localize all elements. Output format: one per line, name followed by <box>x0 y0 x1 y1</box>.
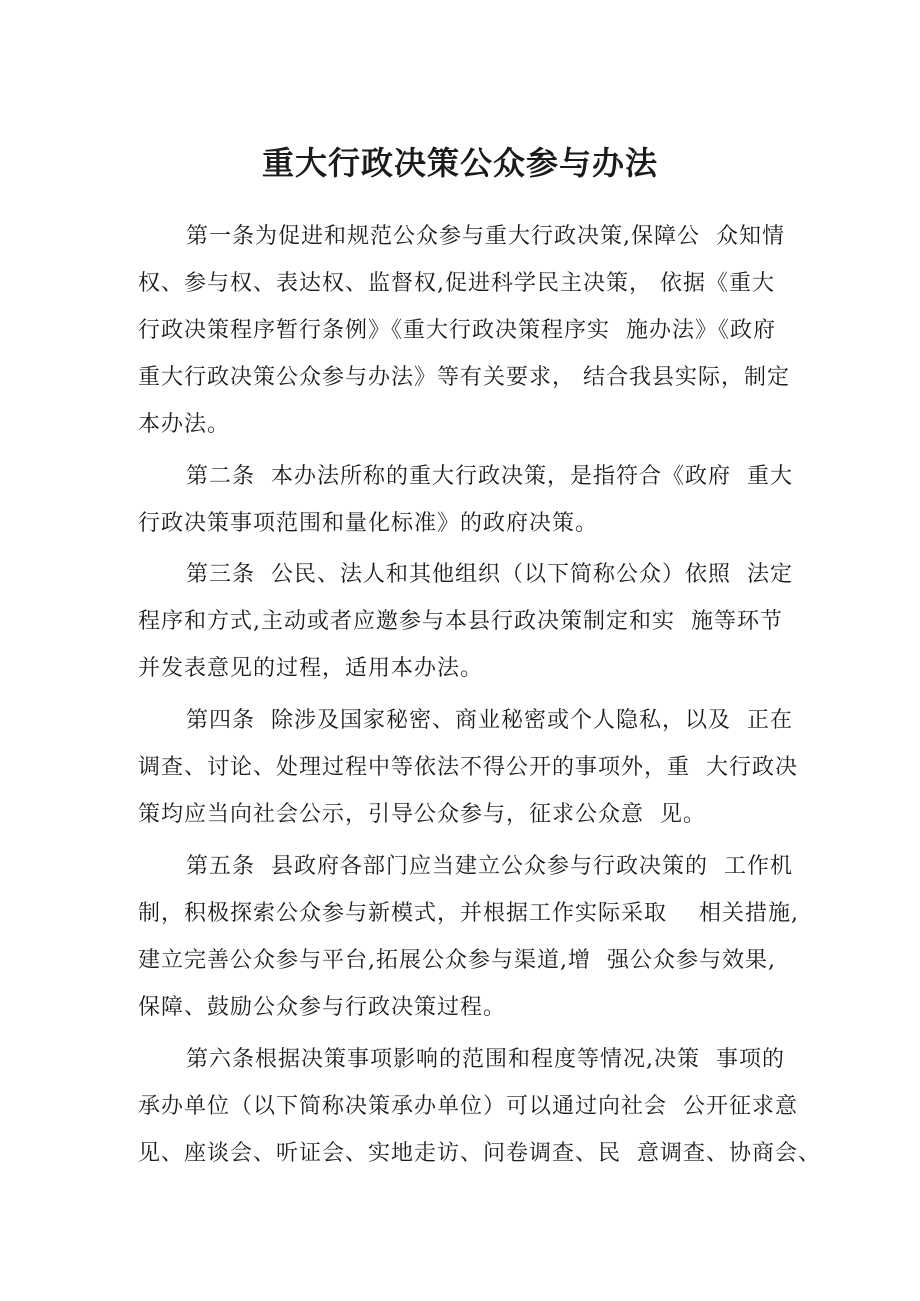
article-5-line-3: 建立完善公众参与平台,拓展公众参与渠道,增 强公众参与效果, <box>138 948 776 973</box>
article-4-line-1: 第四条 除涉及国家秘密、商业秘密或个人隐私，以及 正在 <box>186 708 793 733</box>
document-title: 重大行政决策公众参与办法 <box>261 144 658 182</box>
article-6-line-3: 见、座谈会、听证会、实地走访、问卷调查、民 意调查、协商会、 <box>138 1141 821 1166</box>
article-4-line-3: 策均应当向社会公示，引导公众参与，征求公众意 见。 <box>138 802 706 827</box>
article-4-line-2: 调查、讨论、处理过程中等依法不得公开的事项外，重 大行政决 <box>138 755 798 780</box>
article-3-line-3: 并发表意见的过程，适用本办法。 <box>138 656 484 681</box>
article-6-line-2: 承办单位（以下简称决策承办单位）可以通过向社会 公开征求意 <box>138 1094 798 1119</box>
article-3-line-1: 第三条 公民、法人和其他组织（以下简称公众）依照 法定 <box>186 562 793 587</box>
article-5-line-1: 第五条 县政府各部门应当建立公众参与行政决策的 工作机 <box>186 854 793 879</box>
article-6-line-1: 第六条根据决策事项影响的范围和程度等情况,决策 事项的 <box>186 1047 785 1072</box>
article-1-line-3: 行政决策程序暂行条例》《重大行政决策程序实 施办法》《政府 <box>138 318 776 343</box>
article-1-line-1: 第一条为促进和规范公众参与重大行政决策,保障公 众知情 <box>186 224 785 249</box>
article-1-line-5: 本办法。 <box>138 412 231 437</box>
article-1-line-2: 权、参与权、表达权、监督权,促进科学民主决策， 依据《重大 <box>138 271 775 296</box>
article-2-line-2: 行政决策事项范围和量化标准》的政府决策。 <box>138 511 599 536</box>
article-3-line-2: 程序和方式,主动或者应邀参与本县行政决策制定和实 施等环节 <box>138 609 783 634</box>
article-1-line-4: 重大行政决策公众参与办法》等有关要求， 结合我县实际，制定 <box>138 365 790 390</box>
article-5-line-2: 制，积极探索公众参与新模式，并根据工作实际采取 相关措施, <box>138 901 799 926</box>
article-5-line-4: 保障、鼓励公众参与行政决策过程。 <box>138 995 507 1020</box>
article-2-line-1: 第二条 本办法所称的重大行政决策，是指符合《政府 重大 <box>186 464 793 489</box>
